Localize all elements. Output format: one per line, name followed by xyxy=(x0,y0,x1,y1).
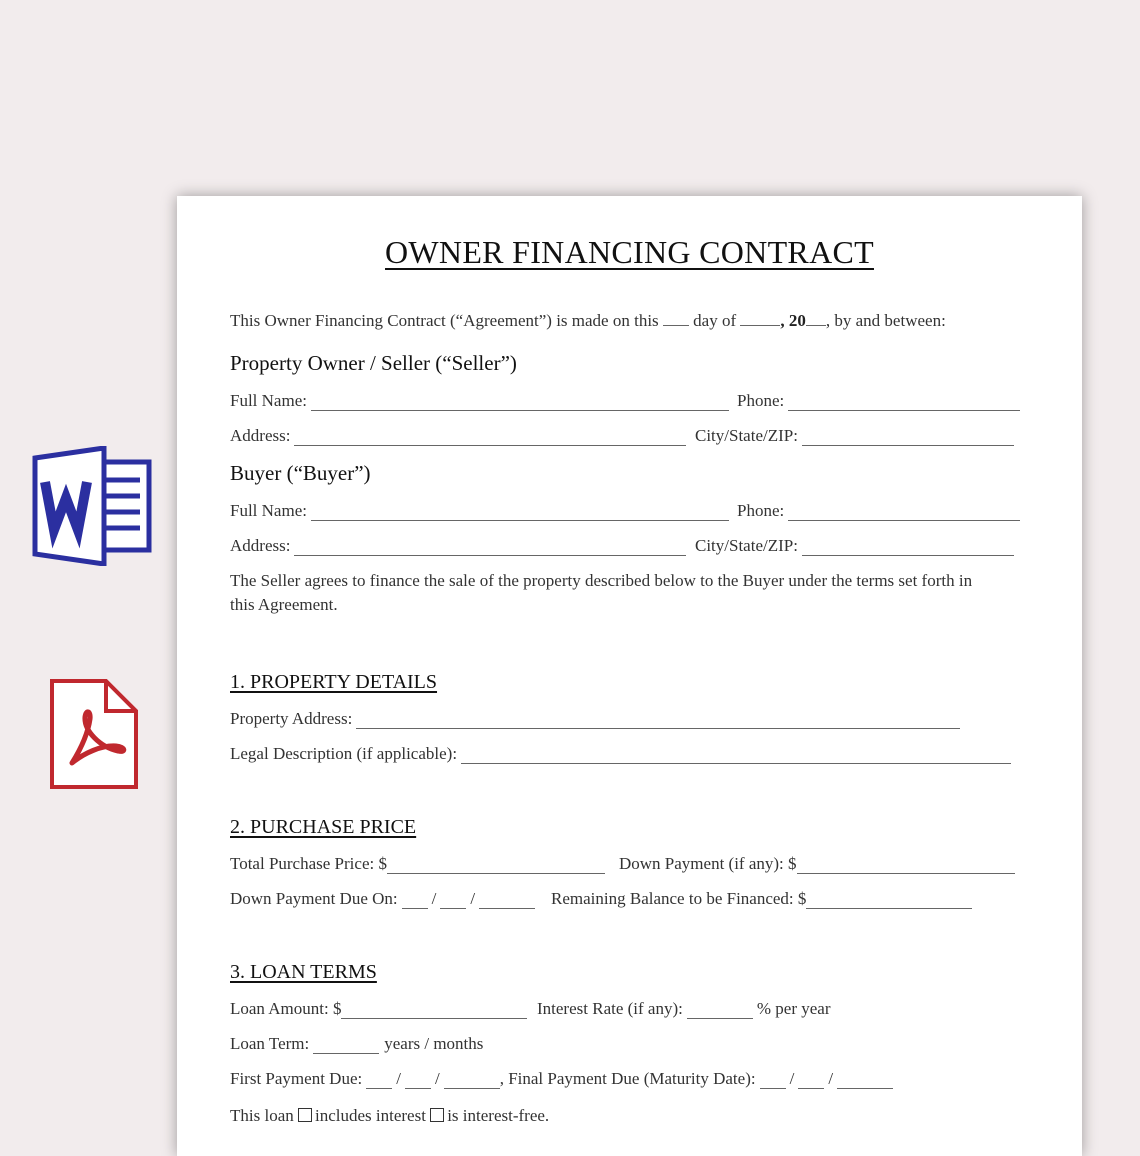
buyer-city-field[interactable] xyxy=(695,536,1014,556)
intro-year-prefix: , 20 xyxy=(780,311,806,330)
loan-amount-field[interactable] xyxy=(230,999,527,1019)
seller-city-label: City/State/ZIP: xyxy=(695,426,798,445)
down-payment-due-field[interactable]: Down Payment Due On: / / xyxy=(230,889,535,909)
purchase-price-heading: 2. PURCHASE PRICE xyxy=(230,816,417,838)
buyer-address-label: Address: xyxy=(230,536,291,555)
property-details-heading: 1. PROPERTY DETAILS xyxy=(230,671,438,693)
interest-rate-field[interactable] xyxy=(537,999,830,1019)
interest-rate-label: Interest Rate (if any): xyxy=(537,999,683,1018)
buyer-heading: Buyer (“Buyer”) xyxy=(230,461,371,485)
buyer-city-label: City/State/ZIP: xyxy=(695,536,798,555)
seller-full-name-label: Full Name: xyxy=(230,391,307,410)
interest-free-checkbox[interactable] xyxy=(430,1108,444,1122)
total-purchase-price-field[interactable] xyxy=(230,854,605,874)
down-payment-label: Down Payment (if any): $ xyxy=(619,854,797,873)
down-payment-due-label: Down Payment Due On: xyxy=(230,889,398,908)
interest-option-prefix: This loan xyxy=(230,1106,294,1125)
loan-terms-heading: 3. LOAN TERMS xyxy=(230,961,377,983)
remaining-balance-field[interactable] xyxy=(551,889,972,909)
down-payment-field[interactable] xyxy=(619,854,1015,874)
pdf-icon xyxy=(48,677,140,791)
interest-free-label: is interest-free. xyxy=(447,1106,550,1125)
total-purchase-price-label: Total Purchase Price: $ xyxy=(230,854,387,873)
intro-text: This Owner Financing Contract (“Agreement”) is made on this xyxy=(230,311,659,330)
seller-phone-label: Phone: xyxy=(737,391,785,410)
agreement-text-line-1: The Seller agrees to finance the sale of the property described below to the Buyer under the terms set forth in xyxy=(230,571,973,590)
loan-amount-label: Loan Amount: $ xyxy=(230,999,342,1018)
loan-term-label: Loan Term: xyxy=(230,1034,310,1053)
loan-term-suffix: years / months xyxy=(384,1034,484,1053)
seller-heading: Property Owner / Seller (“Seller”) xyxy=(230,351,517,375)
buyer-full-name-field[interactable] xyxy=(230,501,729,521)
property-address-label: Property Address: xyxy=(230,709,353,728)
month-blank[interactable] xyxy=(740,311,780,326)
day-blank[interactable] xyxy=(663,311,689,326)
property-address-field[interactable] xyxy=(230,709,960,729)
remaining-balance-label: Remaining Balance to be Financed: $ xyxy=(551,889,807,908)
buyer-full-name-label: Full Name: xyxy=(230,501,307,520)
intro-text-day-of: day of xyxy=(693,311,737,330)
buyer-address-field[interactable] xyxy=(230,536,686,556)
buyer-phone-label: Phone: xyxy=(737,501,785,520)
loan-term-field[interactable] xyxy=(230,1034,483,1054)
contract-page xyxy=(177,196,1082,1156)
intro-text-end: , by and between: xyxy=(825,311,946,330)
interest-option-line xyxy=(230,1106,549,1126)
legal-description-label: Legal Description (if applicable): xyxy=(230,744,458,763)
document-title: OWNER FINANCING CONTRACT xyxy=(385,234,874,270)
first-payment-due-label: First Payment Due: xyxy=(230,1069,363,1088)
includes-interest-checkbox[interactable] xyxy=(298,1108,312,1122)
final-payment-due-label: , Final Payment Due (Maturity Date): xyxy=(499,1069,756,1088)
buyer-phone-field[interactable] xyxy=(737,501,1020,521)
seller-phone-field[interactable] xyxy=(737,391,1020,411)
first-payment-due-field[interactable]: First Payment Due: / / , Final Payment Due (Maturity Date): / / xyxy=(230,1069,893,1089)
seller-full-name-field[interactable] xyxy=(230,391,729,411)
word-icon xyxy=(32,446,152,566)
year-blank[interactable] xyxy=(806,311,826,326)
intro-line xyxy=(230,311,946,331)
agreement-text-line-2: this Agreement. xyxy=(230,595,338,614)
includes-interest-label: includes interest xyxy=(315,1106,426,1125)
interest-rate-suffix: % per year xyxy=(756,999,831,1018)
seller-address-label: Address: xyxy=(230,426,291,445)
legal-description-field[interactable] xyxy=(230,744,1011,764)
seller-address-field[interactable] xyxy=(230,426,686,446)
seller-city-field[interactable] xyxy=(695,426,1014,446)
